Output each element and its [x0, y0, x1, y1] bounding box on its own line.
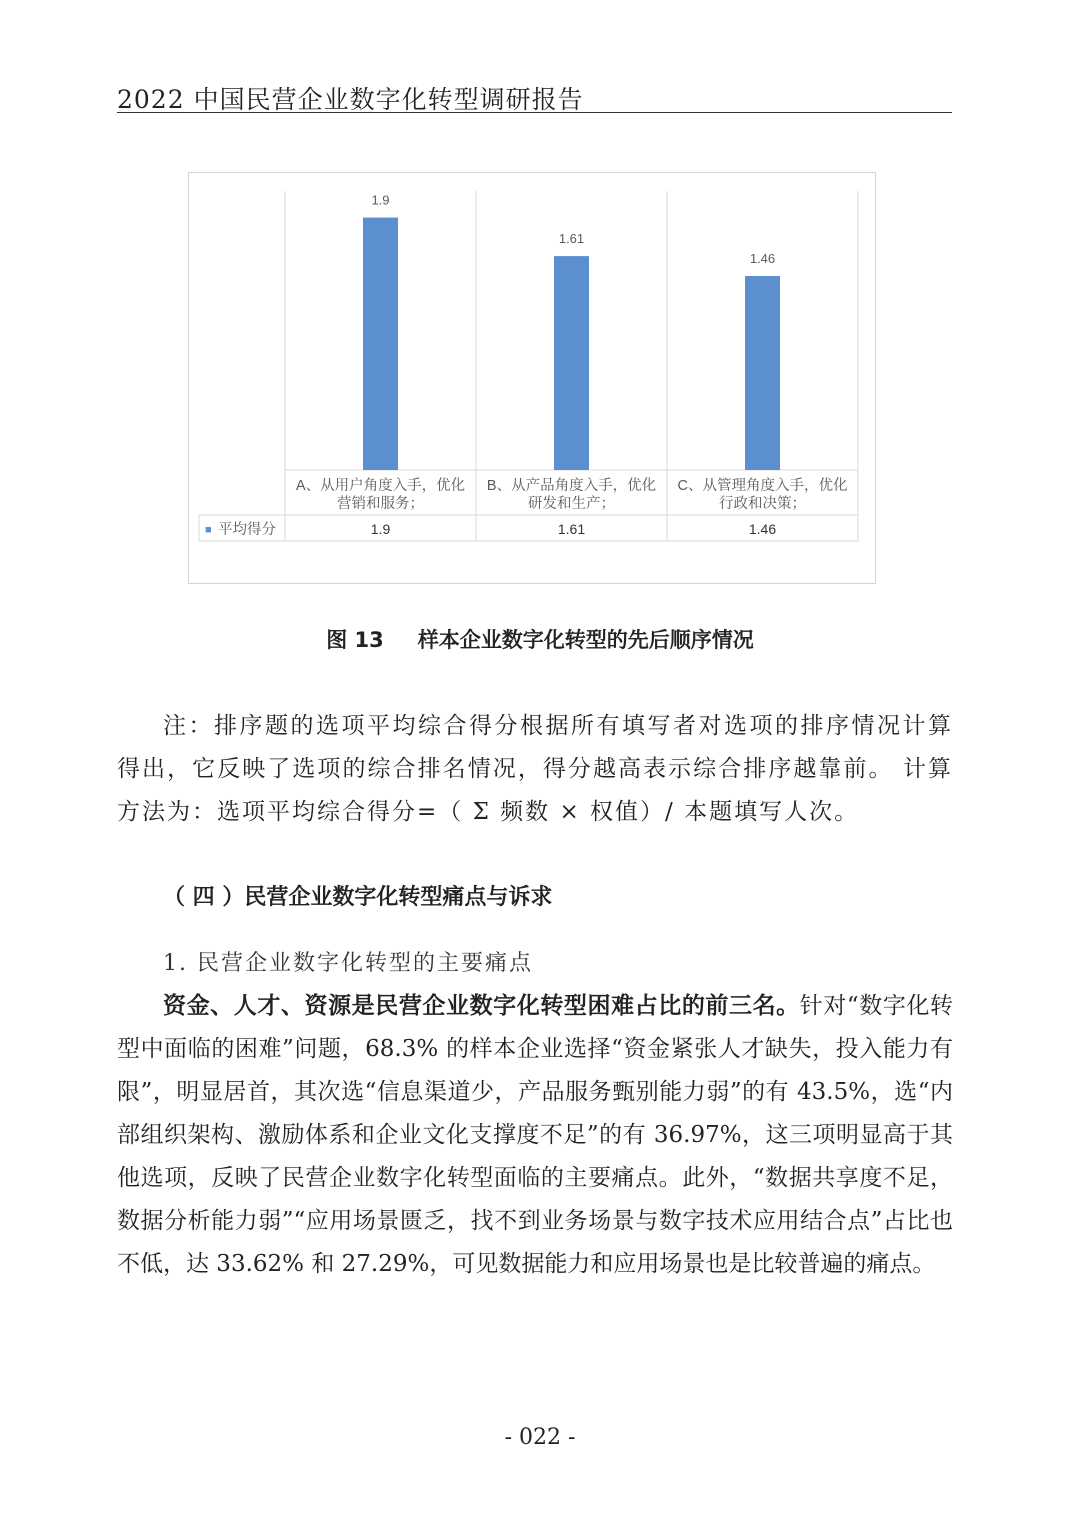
page-number: - 022 -	[504, 1425, 576, 1450]
category-label: 行政和决策；	[719, 496, 806, 512]
figure-number: 图 13	[326, 628, 384, 652]
section-heading: （ 四 ）民营企业数字化转型痛点与诉求	[163, 885, 553, 910]
bar	[745, 276, 780, 470]
figure-caption	[0, 624, 1080, 654]
data-label: 1.46	[749, 251, 776, 267]
data-label: 1.9	[371, 192, 390, 208]
chart-note: 注：排序题的选项平均综合得分根据所有填写者对选项的排序情况计算得出，它反映了选项的综合排名情况，得分越高表示综合排序越靠前。 计算方法为：选项平均综合得分=（ Σ 频数 × 权值）/ 本题填写人次。	[117, 713, 953, 825]
category-label: B、从产品角度入手，优化	[486, 478, 657, 494]
body-paragraph	[117, 985, 953, 1286]
data-label: 1.61	[558, 231, 585, 247]
category-label: 研发和生产；	[528, 496, 615, 512]
table-value: 1.46	[748, 521, 777, 537]
lead-sentence: 资金、人才、资源是民营企业数字化转型困难占比的前三名。	[163, 993, 800, 1019]
table-value: 1.61	[557, 521, 586, 537]
table-value: 1.9	[370, 521, 391, 537]
body-text: 针对“数字化转型中面临的困难”问题，68.3% 的样本企业选择“资金紧张人才缺失，投入能力有限”，明显居首，其次选“信息渠道少，产品服务甄别能力弱”的有 43.5%，选“内部组织架构、激励体系和企业文化支撑度不足”的有 36.97%，这三项明显高于其他选项，反映了民营企业数字化转型面临的主要痛点。此外，“数据共享度不足，数据分析能力弱”“应用场景匮乏，找不到业务场景与数字技术应用结合点”占比也不低，达 33.62% 和 27.29%，可见数据能力和应用场景也是比较普遍的痛点。	[117, 993, 954, 1277]
bar-chart	[189, 173, 877, 585]
bar-chart-figure	[188, 172, 876, 584]
report-header-title: 2022 中国民营企业数字化转型调研报告	[117, 85, 584, 114]
header-rule	[117, 112, 952, 113]
bar	[554, 256, 589, 470]
category-label: A、从用户角度入手，优化	[295, 478, 466, 494]
bar	[363, 218, 398, 470]
figure-title: 样本企业数字化转型的先后顺序情况	[417, 628, 754, 652]
category-label: 营销和服务；	[337, 496, 424, 512]
legend-label: 平均得分	[218, 522, 276, 538]
legend-marker: ■	[205, 524, 212, 536]
sub-heading: 1. 民营企业数字化转型的主要痛点	[163, 951, 533, 976]
category-label: C、从管理角度入手，优化	[677, 478, 848, 494]
